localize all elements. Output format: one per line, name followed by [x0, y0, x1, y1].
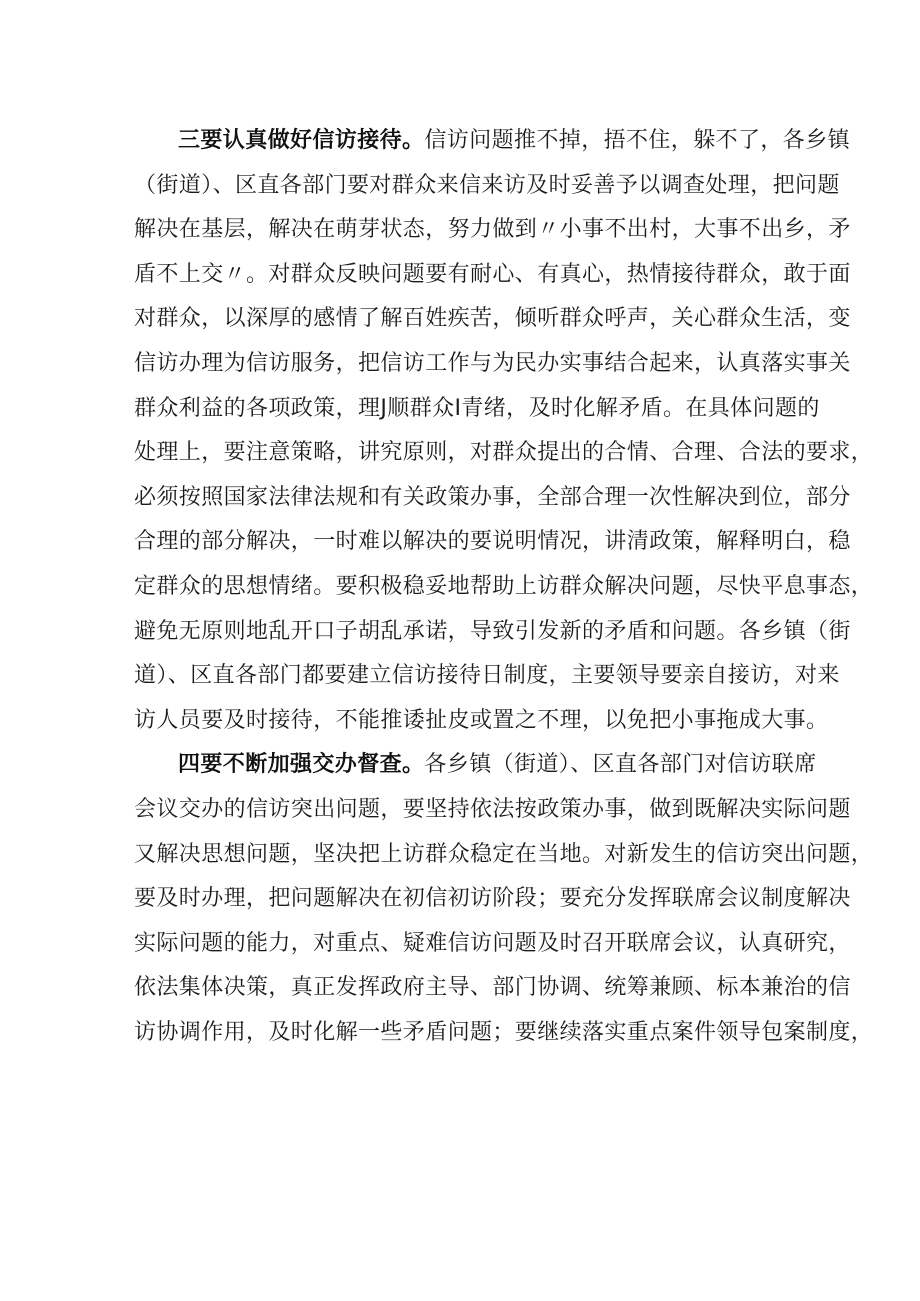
paragraph-line: 对群众，以深厚的感情了解百姓疾苦，倾听群众呼声，关心群众生活，变: [134, 306, 851, 332]
line-text: 信访问题推不掉，捂不住，躲不了，各乡镇: [424, 128, 851, 153]
paragraph-line: [134, 743, 817, 788]
line-text: 各乡镇（街道）、区直各部门对信访联席: [424, 752, 817, 778]
paragraph-line: 定群众的思想情绪。要积极稳妥地帮助上访群众解决问题，尽快平息事态，: [134, 573, 874, 599]
paragraph-line: 处理上，要注意策略，讲究原则，对群众提出的合情、合理、合法的要求，: [134, 440, 874, 466]
paragraph-line: 又解决思想问题，坚决把上访群众稳定在当地。对新发生的信访突出问题，: [134, 841, 874, 867]
paragraph-4: [134, 743, 874, 1055]
paragraph-line: [134, 119, 851, 164]
paragraph-line: 盾不上交〃。对群众反映问题要有耐心、有真心，热情接待群众，敢于面: [134, 261, 851, 287]
paragraph-line: （街道）、区直各部门要对群众来信来访及时妥善予以调查处理，把问题: [134, 172, 840, 198]
paragraph-line: 信访办理为信访服务，把信访工作与为民办实事结合起来，认真落实事关: [134, 350, 851, 376]
document-body: [134, 119, 874, 1055]
section-heading: 四要不断加强交办督查。: [178, 752, 425, 778]
paragraph-line: 访人员要及时接待，不能推诿扯皮或置之不理，以免把小事拖成大事。: [134, 707, 829, 733]
paragraph-line: 访协调作用，及时化解一些矛盾问题；要继续落实重点案件领导包案制度，: [134, 1019, 874, 1045]
paragraph-line: 要及时办理，把问题解决在初信初访阶段；要充分发挥联席会议制度解决: [134, 886, 851, 912]
paragraph-line: 避免无原则地乱开口子胡乱承诺，导致引发新的矛盾和问题。各乡镇（街: [134, 618, 851, 644]
paragraph-line: 依法集体决策，真正发挥政府主导、部门协调、统筹兼顾、标本兼治的信: [134, 975, 851, 1001]
section-heading: 三要认真做好信访接待。: [178, 128, 425, 153]
paragraph-line: 道）、区直各部门都要建立信访接待日制度，主要领导要亲自接访，对来: [134, 663, 840, 689]
paragraph-line: 必须按照国家法律法规和有关政策办事，全部合理一次性解决到位，部分: [134, 484, 851, 510]
paragraph-line: 群众利益的各项政策，理J顺群众I青绪，及时化解矛盾。在具体问题的: [134, 395, 820, 421]
paragraph-line: 会议交办的信访突出问题，要坚持依法按政策办事，做到既解决实际问题: [134, 796, 851, 822]
paragraph-3: [134, 119, 874, 743]
paragraph-line: 解决在基层，解决在萌芽状态，努力做到〃小事不出村，大事不出乡，矛: [134, 217, 851, 243]
paragraph-line: 合理的部分解决，一时难以解决的要说明情况，讲清政策，解释明白，稳: [134, 529, 851, 555]
paragraph-line: 实际问题的能力，对重点、疑难信访问题及时召开联席会议，认真研究，: [134, 930, 851, 956]
